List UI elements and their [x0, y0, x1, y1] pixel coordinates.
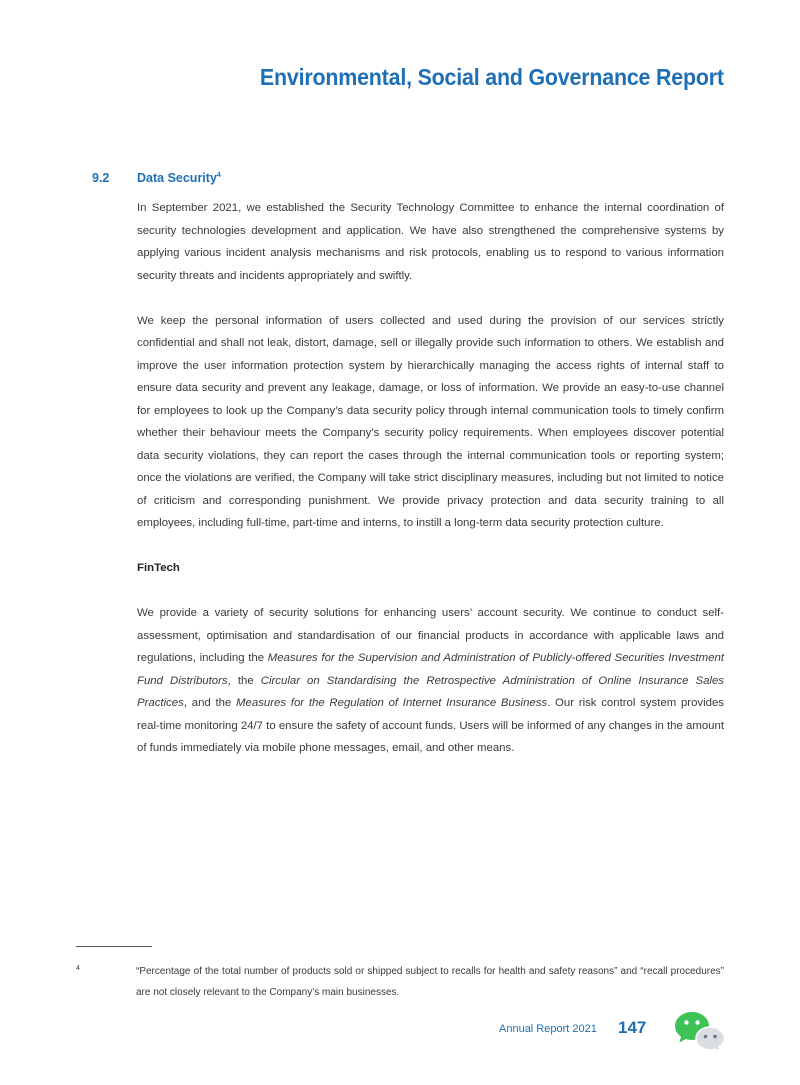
regulation-title-2: Circular on Standardising the Retrospective Administration of Online Insurance Sales Practices: [137, 674, 724, 709]
footer-label: Annual Report 2021: [499, 1023, 597, 1035]
paragraph-fintech: [137, 602, 724, 760]
paragraph-user-information: We keep the personal information of users collected and used during the provision of our services strictly confidential and shall not leak, distort, damage, sell or illegally provide such information to others. We establish and improve the user information protection system by hierarchically managing the access rights of internal staff to ensure data security and prevent any leakage, damage, or loss of information. We provide an easy-to-use channel for employees to look up the Company’s data security policy through internal communication tools to timely confirm whether their behaviour meets the Company’s security policy requirements. When employees discover potential data security violations, they can report the cases through the internal communication tools or reporting system; once the violations are verified, the Company will take strict disciplinary measures, including but not limited to notice of criticism and corresponding punishment. We provide privacy protection and data security training to all employees, including full-time, part-time and interns, to instill a long-term data security protection culture.: [137, 314, 724, 529]
wechat-logo-icon: [674, 1010, 726, 1052]
section-number: 9.2: [92, 171, 110, 185]
fintech-text-3: , and the: [183, 697, 237, 709]
paragraph-committee: In September 2021, we established the Security Technology Committee to enhance the internal coordination of security technologies development and application. We have also strengthened the comprehensive systems by applying various incident analysis mechanisms and risk protocols, enabling us to respond to various information security threats and incidents appropriately and swiftly.: [137, 202, 724, 282]
wechat-eye-right: [695, 1020, 699, 1024]
wechat-eye-small-right: [713, 1035, 717, 1039]
fintech-text-4: . Our risk control system provides real-time monitoring 24/7 to ensure the safety of account funds. Users will be informed of any changes in the amount of funds immediately via mobile phone messages, email, and other means.: [137, 697, 725, 754]
body-content: [137, 197, 724, 782]
footnote: [76, 961, 724, 1003]
fintech-text-2: , the: [227, 674, 261, 687]
page-header-title: Environmental, Social and Governance Report: [260, 64, 724, 90]
fintech-subheading: FinTech: [137, 562, 180, 574]
footnote-text: “Percentage of the total number of products sold or shipped subject to recalls for health and safety reasons” and “recall procedures” are not closely relevant to the Company’s main businesses.: [136, 966, 724, 998]
footnote-reference: 4: [216, 171, 221, 179]
page-number: 147: [618, 1018, 647, 1037]
footnote-marker: 4: [76, 965, 80, 972]
footnote-divider: [76, 946, 152, 947]
wechat-eye-left: [684, 1020, 688, 1024]
fintech-text-1: We provide a variety of security solutions for enhancing users’ account security. We continue to conduct self-assessment, optimisation and standardisation of our financial products in accordance with applicable laws and regulations, including the: [137, 607, 724, 664]
wechat-bubble-small: [696, 1027, 725, 1052]
regulation-title-3: Measures for the Regulation of Internet Insurance Business: [236, 697, 548, 709]
regulation-title-1: Measures for the Supervision and Administration of Publicly-offered Securities Investment Fund Distributors: [137, 652, 724, 687]
wechat-eye-small-left: [704, 1035, 708, 1039]
section-title: Data Security: [137, 171, 217, 185]
section-heading: [92, 171, 221, 185]
